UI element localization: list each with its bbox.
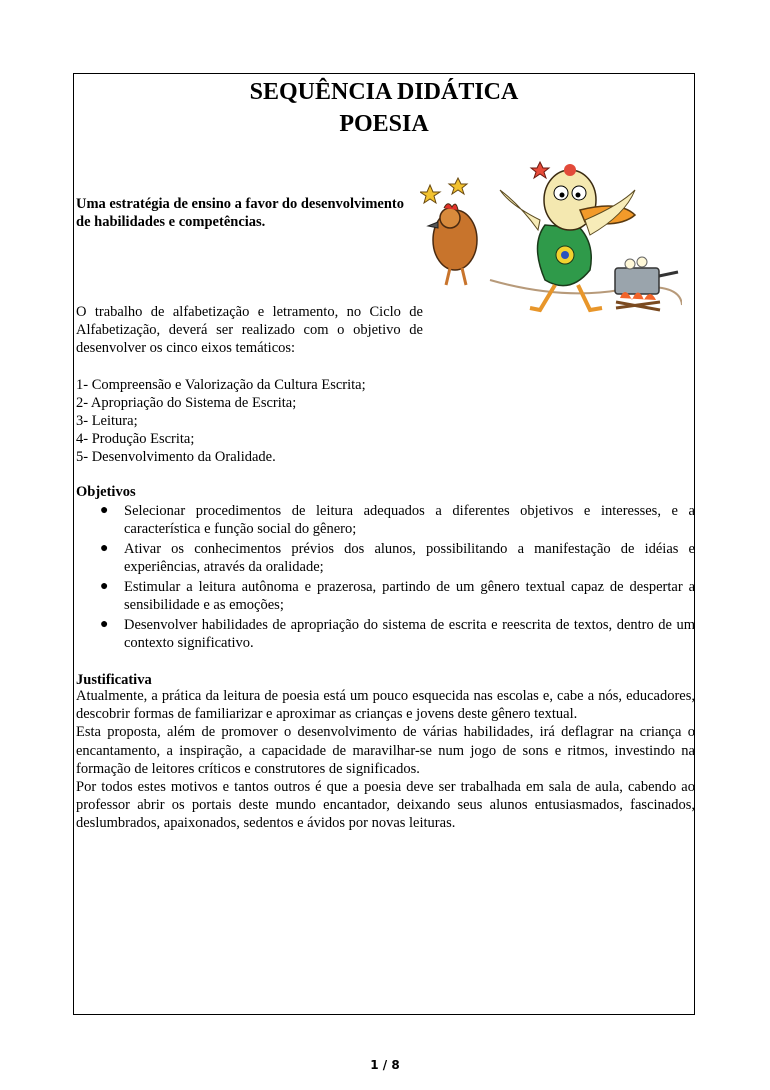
document-title: SEQUÊNCIA DIDÁTICA [249,79,519,105]
page-indicator: 1 / 8 [370,1058,400,1072]
justification-paragraph: Por todos estes motivos e tantos outros é que a poesia deve ser trabalhada em sala de aula, cabendo ao professor abrir os portais deste mundo encantador, deixando seus alunos entusiasmados, fascinados, deslumbrados, apaixonados, sedentos e ávidos por novas leituras. [76,779,695,832]
axis-item: 3- Leitura; [76,413,138,429]
objective-text: Estimular a leitura autônoma e prazerosa, partindo de um gênero textual capaz de despertar a sensibilidade e as emoções; [124,579,695,613]
objective-item [76,502,695,538]
axis-item: 4- Produção Escrita; [76,431,195,447]
document-subtitle: Uma estratégia de ensino a favor do desenvolvimento de habilidades e competências. [76,196,404,230]
justification-paragraph: Atualmente, a prática da leitura de poesia está um pouco esquecida nas escolas e, cabe a nós, educadores, descobrir formas de familiarizar e aproximar as crianças e jovens deste gênero textual. [76,688,695,723]
bullet-icon: ● [100,541,109,556]
cartoon-illustration [420,150,682,330]
justification-body [76,687,695,833]
objectives-list [76,502,695,654]
intro-paragraph: O trabalho de alfabetização e letramento, no Ciclo de Alfabetização, deverá ser realizado com o objetivo de desenvolver os cinco eixos temáticos: [76,304,423,356]
justification-heading: Justificativa [76,672,152,688]
axis-item: 1- Compreensão e Valorização da Cultura Escrita; [76,377,366,393]
bullet-icon: ● [100,617,109,632]
thematic-axes-list [76,376,366,466]
bullet-icon: ● [100,503,109,518]
objectives-heading: Objetivos [76,484,136,500]
justification-paragraph: Esta proposta, além de promover o desenvolvimento de várias habilidades, irá deflagrar na criança o encantamento, a inspiração, a capacidade de maravilhar-se num jogo de sons e ritmos, investindo na formação de leitores críticos e construtores de significados. [76,724,695,777]
objective-text: Ativar os conhecimentos prévios dos alunos, possibilitando a manifestação de idéias e experiências, através da oralidade; [124,541,695,575]
axis-item: 2- Apropriação do Sistema de Escrita; [76,395,297,411]
objective-item [76,616,695,652]
objective-item [76,578,695,614]
bullet-icon: ● [100,579,109,594]
objective-item [76,540,695,576]
objective-text: Selecionar procedimentos de leitura adequados a diferentes objetivos e interesses, e a característica e função social do gênero; [124,503,695,537]
axis-item: 5- Desenvolvimento da Oralidade. [76,449,276,465]
document-subject: POESIA [339,111,429,137]
objective-text: Desenvolver habilidades de apropriação do sistema de escrita e reescrita de textos, dentro de um contexto significativo. [124,617,695,651]
